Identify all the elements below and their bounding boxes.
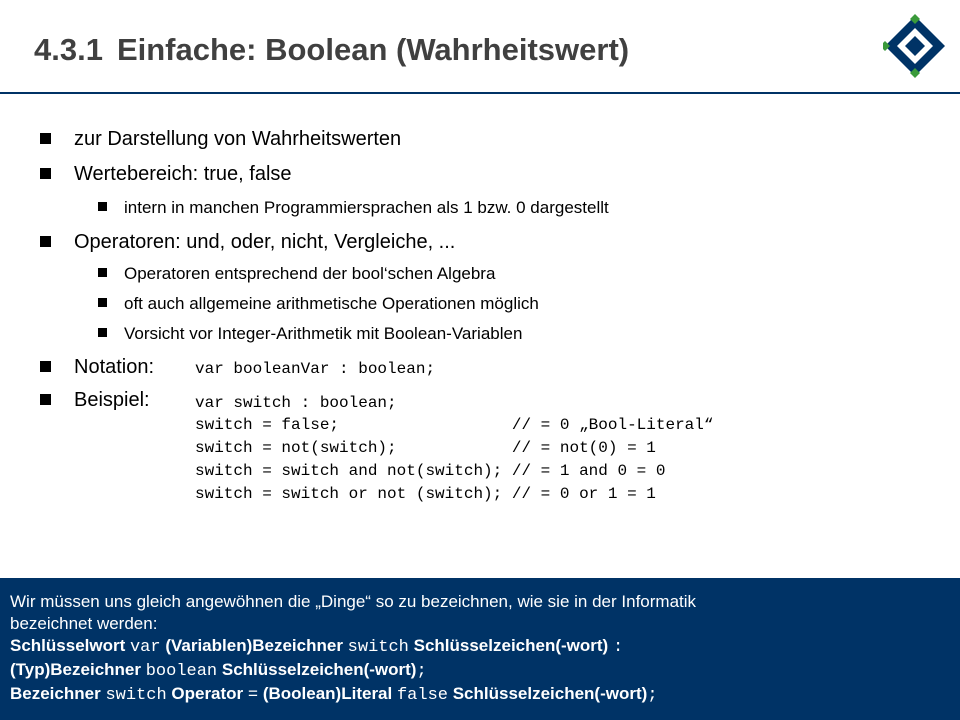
footer-line: bezeichnet werden:: [10, 614, 158, 633]
notation-code: var booleanVar : boolean;: [195, 360, 436, 378]
footer-line: Wir müssen uns gleich angewöhnen die „Dinge“ so zu bezeichnen, wie sie in der Informatik: [10, 592, 697, 611]
title-divider: [0, 92, 960, 94]
title-text: Einfache: Boolean (Wahrheitswert): [116, 32, 630, 67]
code-line: switch = switch and not(switch); // = 1 and 0 = 0: [195, 462, 666, 480]
section-number: 4.3.1: [34, 32, 103, 67]
slide-title: [34, 32, 629, 68]
footer-line-literal: Bezeichner switch Operator = (Boolean)Literal false Schlüsselzeichen(-wort);: [10, 684, 658, 705]
code-line: switch = false; // = 0 „Bool-Literal“: [195, 416, 714, 434]
code-line: switch = not(switch); // = not(0) = 1: [195, 439, 656, 457]
bullet-square-icon: [98, 328, 107, 337]
code-line: var switch : boolean;: [195, 394, 397, 412]
bullet-square-icon: [40, 236, 51, 247]
bullet-square-icon: [98, 202, 107, 211]
bullet-square-icon: [98, 268, 107, 277]
code-line: switch = switch or not (switch); // = 0 or 1 = 1: [195, 485, 656, 503]
footer-line-type: (Typ)Bezeichner boolean Schlüsselzeichen(-wort);: [10, 660, 427, 681]
bullet-square-icon: [40, 168, 51, 179]
bullet-square-icon: [98, 298, 107, 307]
footer-line-keyword: Schlüsselwort var (Variablen)Bezeichner switch Schlüsselzeichen(-wort) :: [10, 636, 624, 657]
bullet-square-icon: [40, 394, 51, 405]
bullet-square-icon: [40, 133, 51, 144]
footer-note-box: [0, 578, 960, 720]
diamond-logo-icon: [883, 14, 947, 78]
bullet-square-icon: [40, 361, 51, 372]
